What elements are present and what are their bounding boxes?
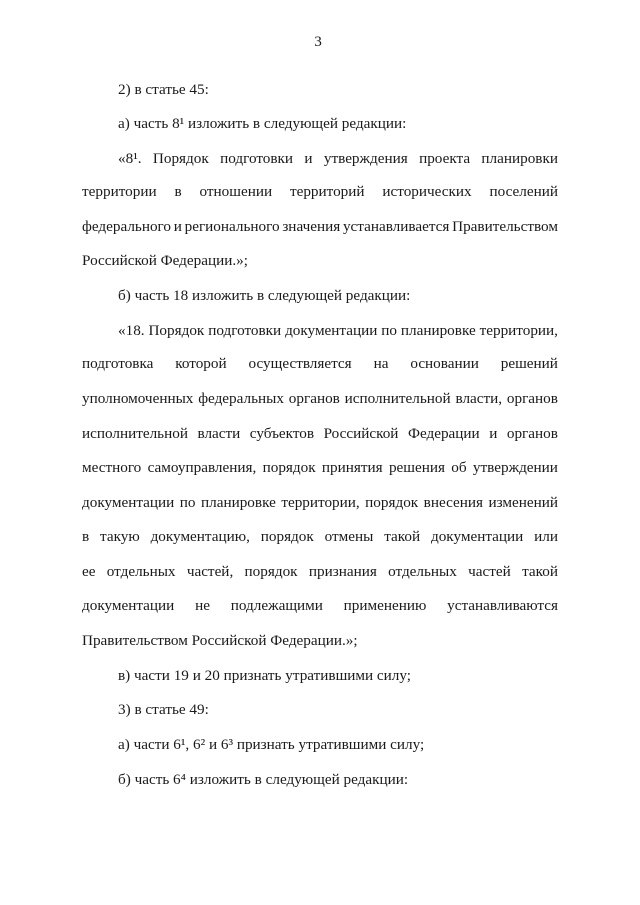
word: территорий: [289, 183, 365, 200]
word: местного: [82, 459, 142, 476]
word: власти,: [455, 390, 503, 407]
word: принятия: [321, 459, 383, 476]
word: федерального: [82, 218, 171, 235]
word: признания: [308, 563, 377, 580]
word: Порядок: [152, 150, 209, 167]
word: проекта: [419, 150, 471, 167]
word: и: [173, 218, 182, 235]
text-line: а) часть 8¹ изложить в следующей редакции:: [118, 115, 407, 132]
word: устанавливаются: [447, 597, 558, 614]
word: планировки: [481, 150, 558, 167]
word: Порядок: [148, 322, 205, 339]
word: отдельных: [106, 563, 176, 580]
word: органов: [288, 390, 340, 407]
word: и: [304, 150, 313, 167]
text-line: [82, 354, 558, 374]
word: субъектов: [249, 425, 315, 442]
word: документации: [285, 322, 378, 339]
word: осуществляется: [248, 355, 352, 372]
word: регионального: [184, 218, 280, 235]
word: значения: [282, 218, 341, 235]
word: подготовка: [82, 355, 154, 372]
word: такую: [100, 528, 140, 545]
text-line: Российской Федерации.»;: [82, 252, 248, 269]
text-line: [82, 527, 558, 547]
text-line: Правительством Российской Федерации.»;: [82, 632, 358, 649]
page-number: 3: [314, 33, 322, 50]
text-line: [82, 389, 558, 409]
word: органов: [506, 425, 558, 442]
word: об: [451, 459, 467, 476]
word: Правительством: [452, 218, 558, 235]
text-line: [82, 562, 558, 582]
word: уполномоченных: [82, 390, 194, 407]
word: устанавливается: [342, 218, 450, 235]
text-line: а) части 6¹, 6² и 6³ признать утратившими силу;: [118, 736, 425, 753]
text-line: [82, 217, 558, 237]
text-line: [82, 458, 558, 478]
text-line: [118, 149, 558, 169]
word: по: [381, 322, 397, 339]
word: территории,: [281, 494, 360, 511]
word: самоуправления,: [147, 459, 257, 476]
word: утверждения: [323, 150, 408, 167]
text-line: б) часть 6⁴ изложить в следующей редакции:: [118, 771, 409, 788]
word: и: [489, 425, 498, 442]
word: порядок: [365, 494, 419, 511]
word: подлежащими: [230, 597, 323, 614]
text-line: 3) в статье 49:: [118, 701, 209, 718]
word: планировке: [201, 494, 276, 511]
text-line: [82, 424, 558, 444]
word: основании: [410, 355, 479, 372]
word: порядок: [260, 528, 314, 545]
word: утверждении: [472, 459, 558, 476]
word: применению: [343, 597, 427, 614]
word: частей,: [186, 563, 234, 580]
word: частей: [468, 563, 511, 580]
word: которой: [175, 355, 227, 372]
word: по: [179, 494, 196, 511]
text-line: в) части 19 и 20 признать утратившими силу;: [118, 667, 411, 684]
word: федеральных: [198, 390, 284, 407]
text-line: б) часть 18 изложить в следующей редакции:: [118, 287, 411, 304]
text-line: 2) в статье 45:: [118, 81, 209, 98]
word: отношении: [199, 183, 273, 200]
word: «18.: [118, 322, 145, 339]
word: документацию,: [150, 528, 250, 545]
word: исполнительной: [344, 390, 451, 407]
text-line: [82, 596, 558, 616]
word: территории: [82, 183, 157, 200]
word: исторических: [382, 183, 472, 200]
word: подготовки: [208, 322, 282, 339]
word: планировке: [400, 322, 476, 339]
word: Федерации: [407, 425, 480, 442]
word: документации: [82, 597, 175, 614]
word: такой: [384, 528, 421, 545]
word: исполнительной: [82, 425, 188, 442]
word: поселений: [489, 183, 558, 200]
word: Российской: [323, 425, 399, 442]
word: отдельных: [388, 563, 457, 580]
word: отмены: [324, 528, 374, 545]
word: территории,: [479, 322, 558, 339]
text-line: [118, 321, 558, 341]
word: не: [195, 597, 210, 614]
word: подготовки: [220, 150, 294, 167]
word: органов: [506, 390, 558, 407]
word: такой: [522, 563, 558, 580]
word: внесения: [423, 494, 483, 511]
word: ее: [82, 563, 96, 580]
word: порядок: [244, 563, 298, 580]
word: в: [174, 183, 182, 200]
word: решения: [388, 459, 445, 476]
text-line: [82, 493, 558, 513]
word: в: [82, 528, 90, 545]
word: на: [373, 355, 389, 372]
word: документации: [82, 494, 175, 511]
word: изменений: [488, 494, 558, 511]
word: власти: [197, 425, 241, 442]
text-line: [82, 182, 558, 202]
word: документации: [430, 528, 524, 545]
word: или: [534, 528, 558, 545]
word: порядок: [262, 459, 316, 476]
word: решений: [500, 355, 558, 372]
word: «8¹.: [118, 150, 142, 167]
